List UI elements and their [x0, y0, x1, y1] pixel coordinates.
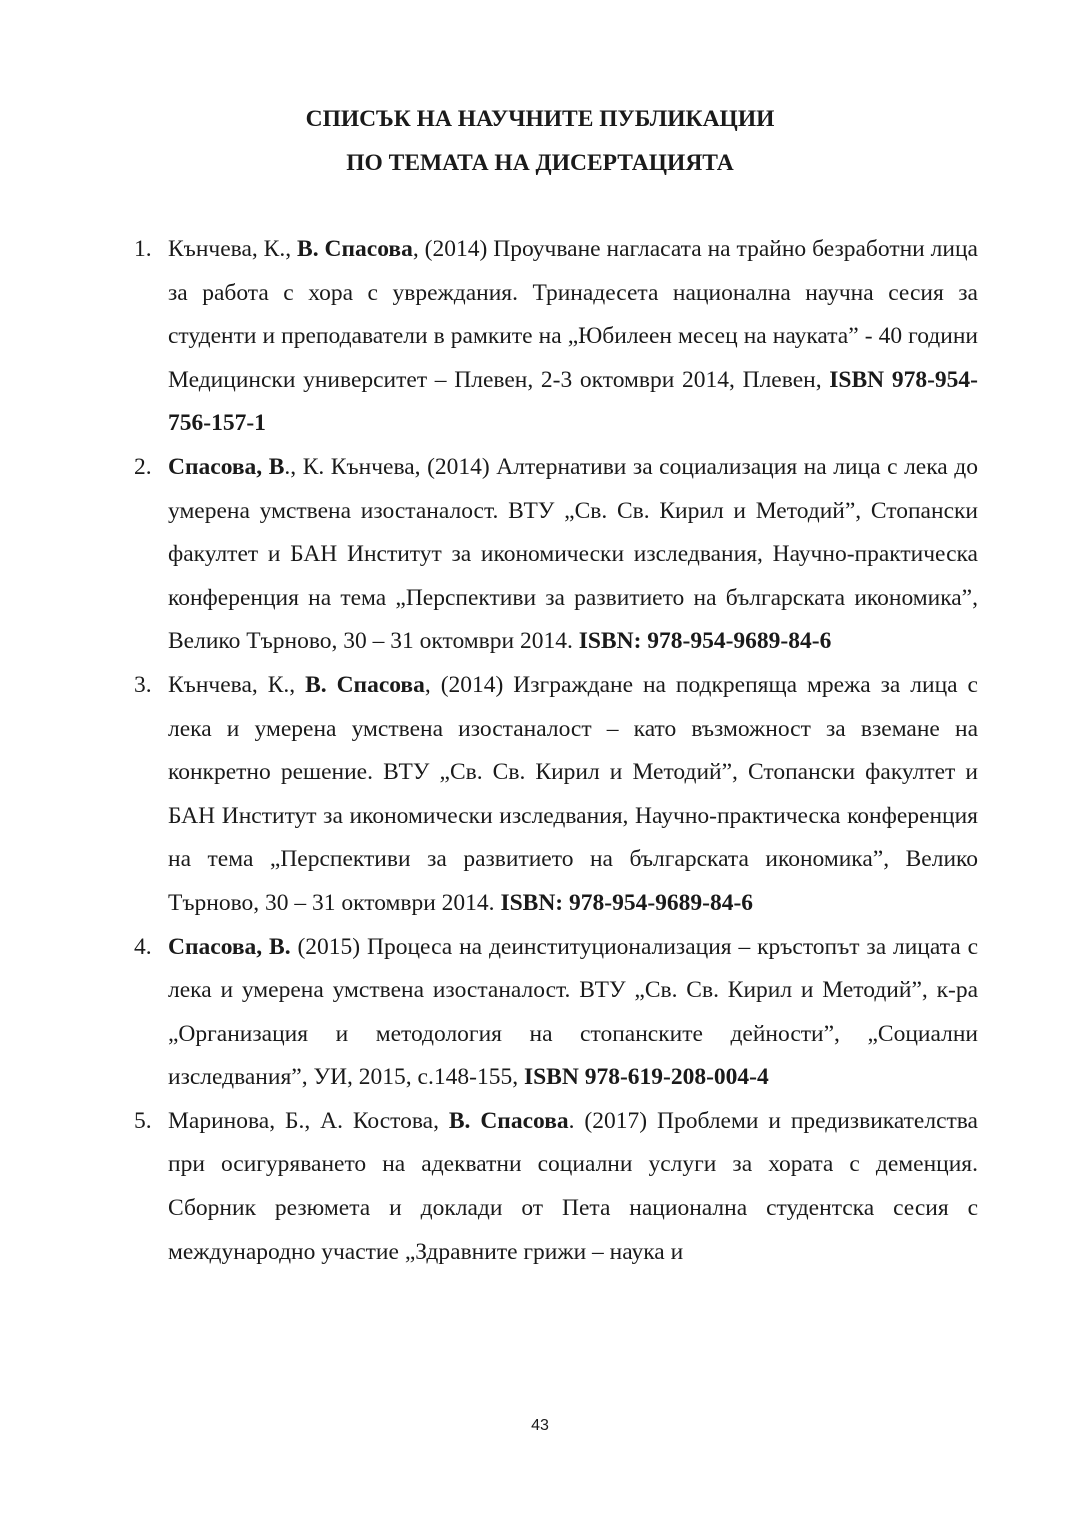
item-number: 1.: [134, 236, 152, 262]
item-text: , (2014) Изграждане на подкрепяща мрежа за лица с лека и умерена умствена изостаналост – като възможност за вземане на конкретно решение. ВТУ „Св. Св. Кирил и Методий”, Стопански факултет и БАН Институт за икономически изследвания, Научно-практическа конференция на тема „Перспективи за развитието на българската икономика”, Велико Търново, 30 – 31 октомври 2014.: [168, 671, 978, 916]
item-author-bold: Спасова, В: [168, 453, 285, 480]
item-number: 3.: [134, 671, 152, 698]
item-isbn: ISBN 978-619-208-004-4: [523, 1064, 769, 1091]
publication-item: [0, 926, 978, 1100]
publication-item: [0, 228, 978, 446]
item-number: 2.: [134, 453, 152, 480]
item-text: (2015) Процеса на деинституционализация – кръстопът за лицата с лека и умерена умствена изостаналост. ВТУ „Св. Св. Кирил и Методий”, к-ра „Организация и методология на стопанските дейности”, „Социални изследвания”, УИ, 2015, с.148-155,: [168, 933, 978, 1091]
item-number: 5.: [134, 1107, 152, 1134]
item-text: Кънчева, К.,: [168, 671, 306, 698]
title-line-1: СПИСЪК НА НАУЧНИТЕ ПУБЛИКАЦИИ: [305, 106, 775, 132]
item-author-bold: В. Спасова: [297, 236, 413, 262]
item-text: . (2017) Проблеми и предизвикателства при осигуряването на адекватни социални услуги за хората с деменция. Сборник резюмета и доклади от Пета национална студентска сесия с международно участие „Здравните грижи – наука и: [168, 1107, 978, 1265]
item-isbn: ISBN: 978-954-9689-84-6: [578, 628, 832, 655]
item-isbn: ISBN: 978-954-9689-84-6: [500, 889, 754, 916]
item-author-bold: В. Спасова: [448, 1107, 569, 1134]
item-number: 4.: [134, 933, 152, 960]
publication-item: [0, 446, 978, 664]
item-isbn: ISBN 978-954-756-157-1: [168, 366, 978, 437]
item-author-bold: В. Спасова: [305, 671, 425, 698]
item-text: Маринова, Б., А. Костова,: [168, 1107, 449, 1134]
page-title: [0, 97, 1080, 185]
page-number: 43: [531, 1417, 549, 1434]
item-text: ., К. Кънчева, (2014) Алтернативи за социализация на лица с лека до умерена умствена изостаналост. ВТУ „Св. Св. Кирил и Методий”, Стопански факултет и БАН Институт за икономически изследвания, Научно-практическа конференция на тема „Перспективи за развитието на българската икономика”, Велико Търново, 30 – 31 октомври 2014.: [168, 453, 978, 655]
item-text: , (2014) Проучване нагласата на трайно безработни лица за работа с хора с увреждания. Тринадесета национална научна сесия за студенти и преподаватели в рамките на „Юбилеен месец на науката” - 40 години Медицински университет – Плевен, 2-3 октомври 2014, Плевен,: [168, 236, 978, 393]
publication-list: [0, 228, 1080, 1274]
publication-item: [0, 664, 978, 926]
item-author-bold: Спасова, В.: [168, 933, 291, 960]
item-text: Кънчева, К.,: [168, 236, 298, 262]
publication-item: [0, 1100, 978, 1274]
title-line-2: ПО ТЕМАТА НА ДИСЕРТАЦИЯТА: [346, 150, 734, 176]
